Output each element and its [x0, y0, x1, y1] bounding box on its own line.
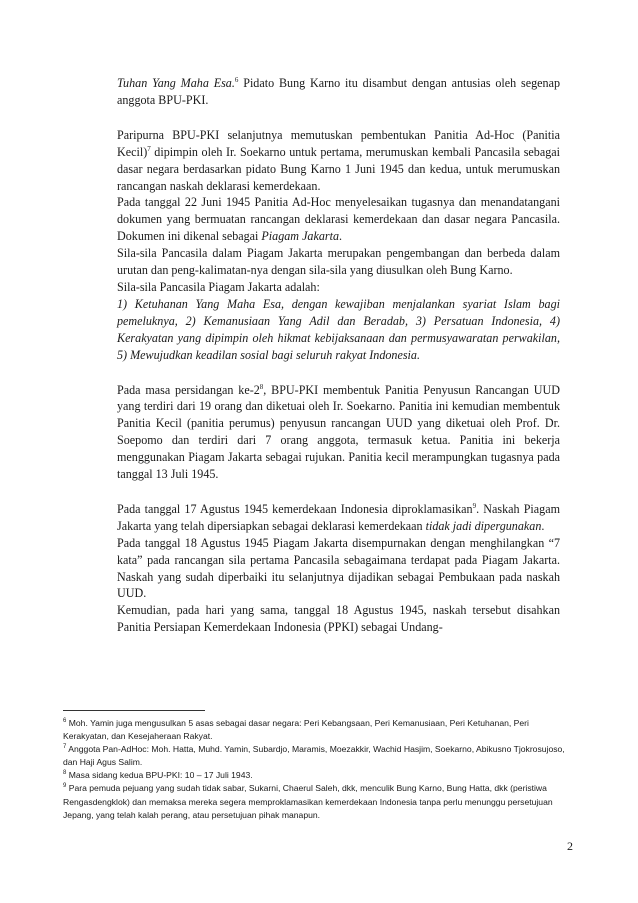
paragraph-1: Tuhan Yang Maha Esa.$^6$ Pidato Bung Karno itu disambut dengan antusias oleh segenap anggota BPU-PKI. [117, 75, 560, 107]
main-text-block [117, 75, 560, 636]
page-number: 2 [567, 839, 573, 853]
paragraph-2: Paripurna BPU-PKI selanjutnya memutuskan pembentukan Panitia Ad-Hoc (Panitia Kecil)$^7$ dipimpin oleh Ir. Soekarno untuk pertama, merumuskan kembali Pancasila sebagai dasar negara berdasarkan pidato Bung Karno 1 Juni 1945 dan kedua, untuk merumuskan rancangan naskah deklarasi kemerdekaan. [117, 127, 560, 193]
paragraph-9: Pada tanggal 18 Agustus 1945 Piagam Jakarta disempurnakan dengan menghilangkan “7 kata” pada rancangan sila pertama Pancasila sebagaimana terdapat pada Piagam Jakarta. Naskah yang sudah diperbaiki itu selanjutnya dijadikan sebagai Pembukaan pada naskah UUD. [117, 535, 560, 601]
footnote-9: $^9$ Para pemuda pejuang yang sudah tidak sabar, Sukarni, Chaerul Saleh, dkk, menculik Bung Karno, Bung Hatta, dkk (peristiwa Rengasdengklok) dan memaksa mereka segera memproklamasikan kemerdekaan Indonesia tanpa perlu menunggu persetujuan Jepang, yang telah kalah perang, atau persetujuan pihak manapun. [63, 783, 553, 820]
italic-phrase: Tuhan Yang Maha Esa. [117, 76, 235, 90]
paragraph-8: Pada tanggal 17 Agustus 1945 kemerdekaan Indonesia diproklamasikan$^9$. Naskah Piagam Jakarta yang telah dipersiapkan sebagai deklarasi kemerdekaan tidak jadi dipergunakan. [117, 501, 560, 533]
footnote-8: $^8$ Masa sidang kedua BPU-PKI: 10 – 17 Juli 1943. [63, 770, 253, 781]
paragraph-4: Sila-sila Pancasila dalam Piagam Jakarta merupakan pengembangan dan berbeda dalam urutan dan peng-kalimatan-nya dengan sila-sila yang diusulkan oleh Bung Karno. [117, 246, 560, 278]
paragraph-10: Kemudian, pada hari yang sama, tanggal 18 Agustus 1945, naskah tersebut disahkan Panitia Persiapan Kemerdekaan Indonesia (PPKI) sebagai Undang- [117, 603, 560, 635]
footnote-ref-6: 6 [234, 75, 239, 84]
footnote-ref-9: 9 [472, 501, 477, 510]
pancasila-list: 1) Ketuhanan Yang Maha Esa, dengan kewajiban menjalankan syariat Islam bagi pemeluknya, 2) Kemanusiaan Yang Adil dan Beradab, 3) Persatuan Indonesia, 4) Kerakyatan yang dipimpin oleh hikmat kebijaksanaan dan permusyawaratan perwakilan, 5) Mewujudkan keadilan sosial bagi seluruh rakyat Indonesia. [117, 296, 560, 362]
footnote-6: $^6$ Moh. Yamin juga mengusulkan 5 asas sebagai dasar negara: Peri Kebangsaan, Peri Kemanusiaan, Peri Ketuhanan, Peri Kerakyatan, dan Kesejaheraan Rakyat. [63, 718, 529, 742]
paragraph-5: Sila-sila Pancasila Piagam Jakarta adalah: [117, 279, 320, 294]
footnote-7: $^7$ Anggota Pan-AdHoc: Moh. Hatta, Muhd. Yamin, Subardjo, Maramis, Moezakkir, Wachid Hasjim, Soekarno, Abikusno Tjokrosujoso, dan Haji Agus Salim. [63, 744, 565, 768]
paragraph-7: Pada masa persidangan $ke-2^8$, BPU-PKI membentuk Panitia Penyusun Rancangan UUD yang terdiri dari 19 orang dan diketuai oleh Ir. Soekarno. Panitia ini kemudian membentuk Panitia Kecil (panitia perumus) penyusun rancangan UUD yang diketuai oleh Prof. Dr. Soepomo dan terdiri dari 7 orang anggota, termasuk ketua. Panitia ini bekerja menggunakan Piagam Jakarta sebagai rujukan. Panitia kecil merampungkan tugasnya pada tanggal 13 Juli 1945. [117, 382, 560, 482]
paragraph-3: Pada tanggal 22 Juni 1945 Panitia Ad-Hoc menyelesaikan tugasnya dan menandatangani dokumen yang bermuatan rancangan deklarasi kemerdekaan dan dasar negara Pancasila. Dokumen ini dikenal sebagai Piagam Jakarta. [117, 195, 560, 244]
footnote-ref-8: 8 [259, 382, 264, 391]
footnote-separator [63, 710, 205, 711]
footnote-ref-7: 7 [147, 144, 151, 153]
footnotes [63, 717, 573, 822]
